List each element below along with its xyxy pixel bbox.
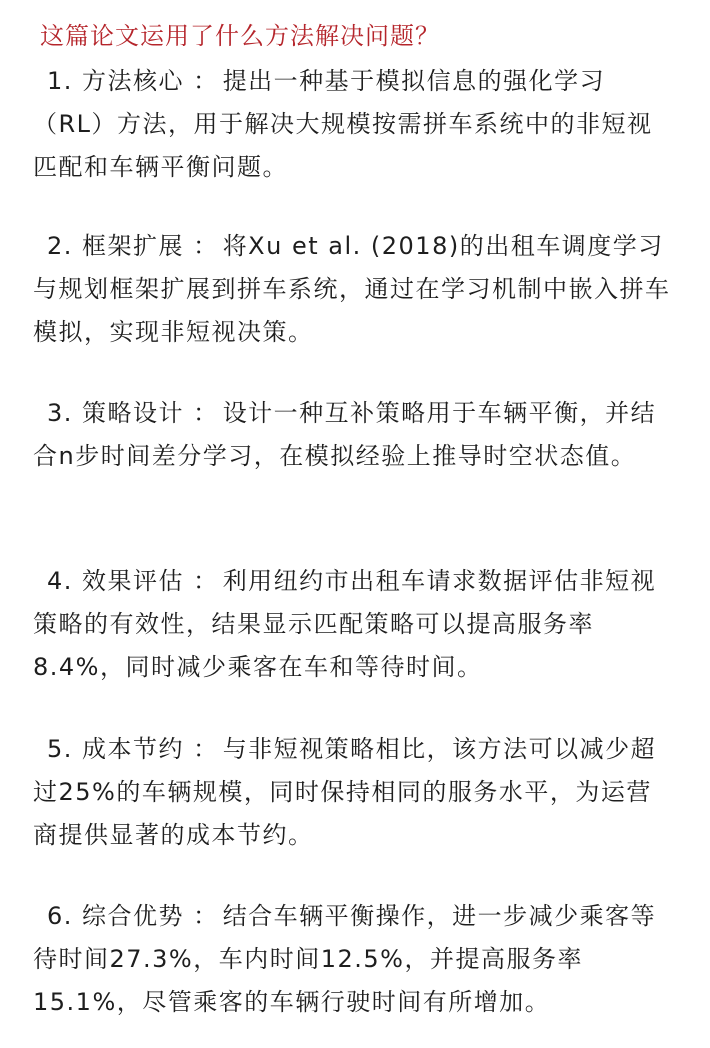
item-number: 2. bbox=[47, 232, 73, 260]
item-text: 结合车辆平衡操作，进一步减少乘客等待时间27.3%，车内时间12.5%，并提高服务率15.1%，尽管乘客的车辆行驶时间有所增加。 bbox=[33, 902, 657, 1016]
question-title: 这篇论文运用了什么方法解决问题？ bbox=[40, 22, 440, 50]
list-item-3 bbox=[33, 392, 673, 478]
item-heading: 综合优势 ： bbox=[82, 902, 219, 930]
item-heading: 策略设计 ： bbox=[82, 399, 219, 427]
item-number: 3. bbox=[47, 399, 73, 427]
list-item-6 bbox=[33, 895, 673, 1024]
list-item-1 bbox=[33, 60, 673, 189]
item-heading: 效果评估 ： bbox=[82, 567, 219, 595]
item-text: 将Xu et al. (2018)的出租车调度学习与规划框架扩展到拼车系统，通过在学习机制中嵌入拼车模拟，实现非短视决策。 bbox=[33, 232, 671, 346]
item-number: 5. bbox=[47, 735, 73, 763]
list-item-5 bbox=[33, 728, 673, 857]
item-heading: 方法核心 ： bbox=[82, 67, 219, 95]
item-number: 6. bbox=[47, 902, 73, 930]
item-number: 1. bbox=[47, 67, 73, 95]
item-heading: 成本节约 ： bbox=[82, 735, 219, 763]
item-text: 与非短视策略相比，该方法可以减少超过25%的车辆规模，同时保持相同的服务水平，为运营商提供显著的成本节约。 bbox=[33, 735, 657, 849]
list-item-2 bbox=[33, 225, 673, 354]
item-text: 利用纽约市出租车请求数据评估非短视策略的有效性，结果显示匹配策略可以提高服务率8.4%，同时减少乘客在车和等待时间。 bbox=[33, 567, 657, 681]
item-text: 提出一种基于模拟信息的强化学习（RL）方法，用于解决大规模按需拼车系统中的非短视匹配和车辆平衡问题。 bbox=[33, 67, 653, 181]
list-item-4 bbox=[33, 560, 673, 689]
item-heading: 框架扩展 ： bbox=[82, 232, 219, 260]
item-number: 4. bbox=[47, 567, 73, 595]
item-text: 设计一种互补策略用于车辆平衡，并结合n步时间差分学习，在模拟经验上推导时空状态值。 bbox=[33, 399, 657, 470]
